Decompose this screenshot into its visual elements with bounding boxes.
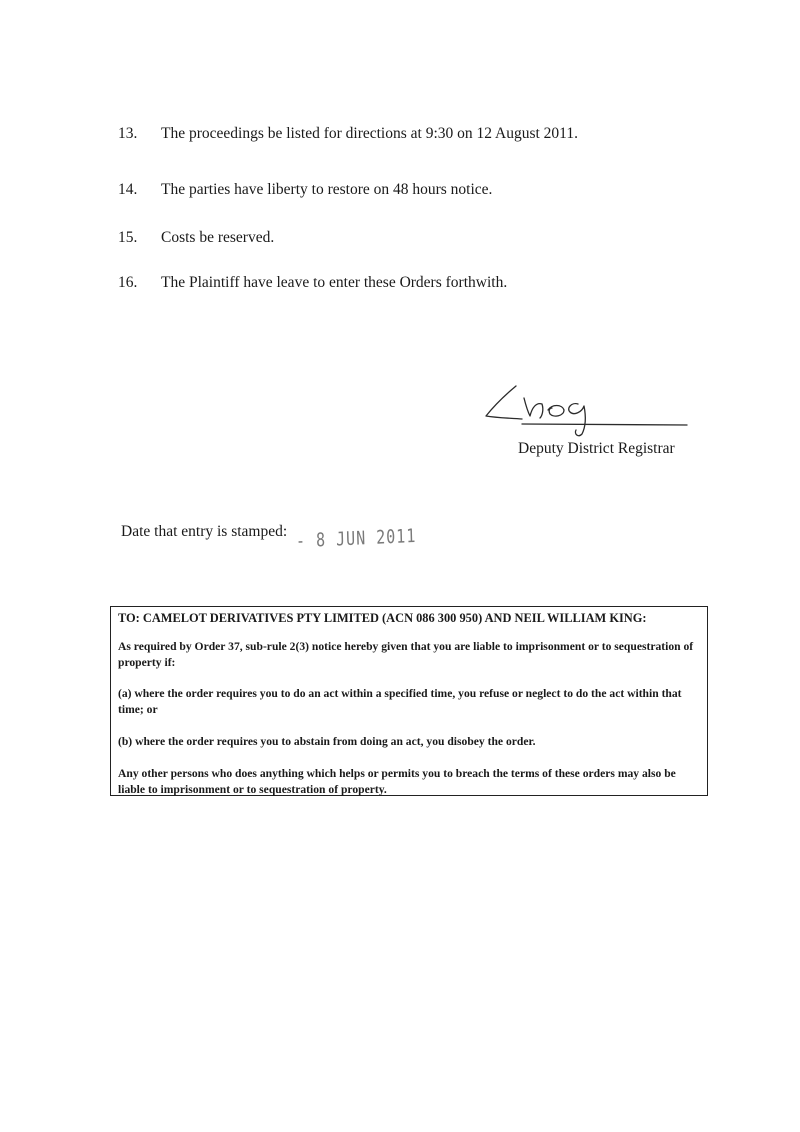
notice-heading: TO: CAMELOT DERIVATIVES PTY LIMITED (ACN 086 300 950) AND NEIL WILLIAM KING: (118, 611, 647, 625)
order-text: Costs be reserved. (161, 229, 275, 246)
notice-footer: Any other persons who does anything which helps or permits you to breach the terms of these orders may also be liable to imprisonment or to sequestration of property. (118, 767, 676, 796)
order-text: The Plaintiff have leave to enter these Orders forthwith. (161, 274, 508, 291)
order-number: 16. (118, 274, 138, 291)
entry-date-label: Date that entry is stamped: (121, 523, 288, 540)
notice-clause-a: (a) where the order requires you to do an act within a specified time, you refuse or neglect to do the act within that time; or (118, 687, 682, 716)
notice-clause-b: (b) where the order requires you to abstain from doing an act, you disobey the order. (118, 735, 536, 748)
order-text: The parties have liberty to restore on 48 hours notice. (161, 181, 493, 198)
order-item-16 (118, 274, 507, 292)
order-number: 13. (118, 125, 138, 142)
date-stamp: - 8 JUN 2011 (295, 524, 417, 553)
penal-notice-box (110, 606, 708, 796)
order-item-15 (118, 229, 274, 247)
order-text: The proceedings be listed for directions at 9:30 on 12 August 2011. (161, 125, 578, 142)
order-number: 15. (118, 229, 138, 246)
order-number: 14. (118, 181, 138, 198)
registrar-title: Deputy District Registrar (518, 440, 675, 457)
order-item-13 (118, 125, 578, 143)
order-item-14 (118, 181, 492, 199)
notice-intro: As required by Order 37, sub-rule 2(3) notice hereby given that you are liable to imprisonment or to sequestration of property if: (118, 640, 694, 669)
